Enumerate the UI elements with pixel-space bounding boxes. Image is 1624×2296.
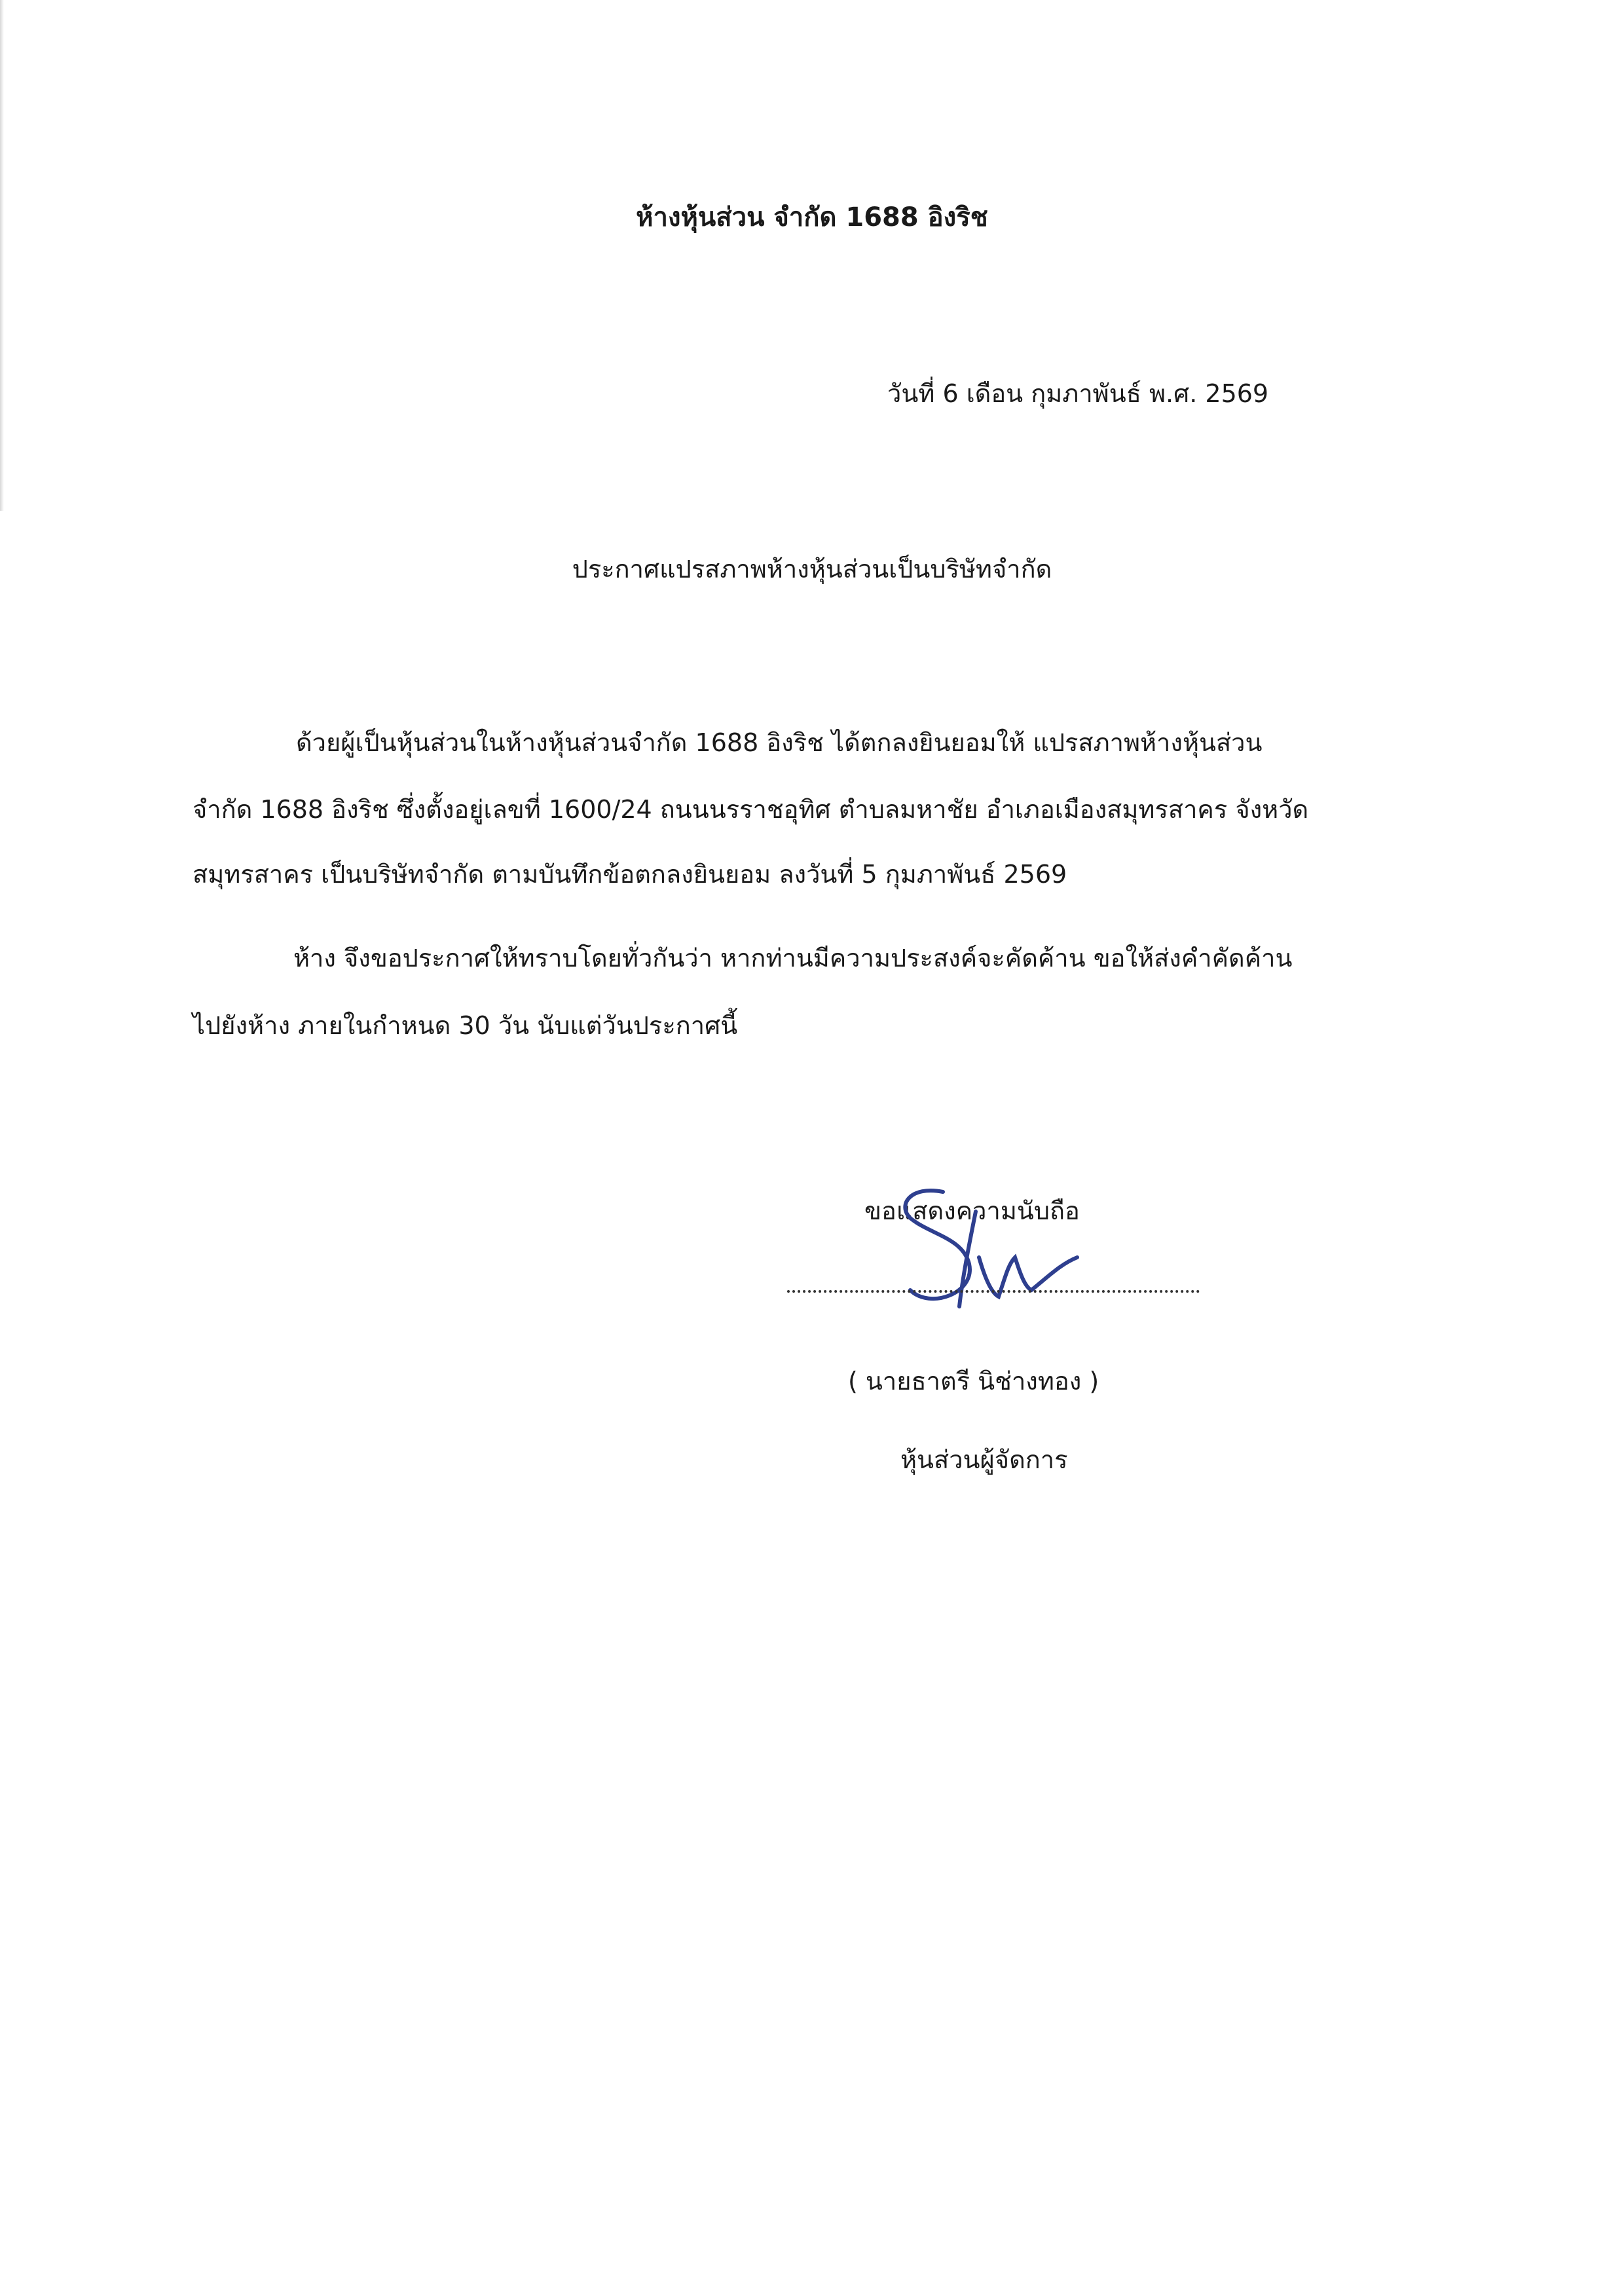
- handwritten-signature: [871, 1166, 1087, 1323]
- scan-edge: [0, 0, 4, 511]
- signer-name: ( นายธาตรี นิช่างทอง ): [848, 1367, 1099, 1396]
- paragraph-2-line-1: ห้าง จึงขอประกาศให้ทราบโดยทั่วกันว่า หากท่านมีความประสงค์จะคัดค้าน ขอให้ส่งคำคัดค้าน: [293, 944, 1293, 972]
- paragraph-1-line-2: จำกัด 1688 อิงริช ซึ่งตั้งอยู่เลขที่ 1600/24 ถนนนรราชอุทิศ ตำบลมหาชัย อำเภอเมืองสมุทรสาคร จังหวัด: [193, 795, 1309, 824]
- signature-dotted-line: [787, 1290, 1200, 1293]
- paragraph-1-line-3: สมุทรสาคร เป็นบริษัทจำกัด ตามบันทึกข้อตกลงยินยอม ลงวันที่ 5 กุมภาพันธ์ 2569: [193, 860, 1067, 889]
- signer-position: หุ้นส่วนผู้จัดการ: [900, 1445, 1068, 1474]
- date-line: วันที่ 6 เดือน กุมภาพันธ์ พ.ศ. 2569: [887, 379, 1269, 408]
- paragraph-2-line-2: ไปยังห้าง ภายในกำหนด 30 วัน นับแต่วันประกาศนี้: [193, 1011, 738, 1040]
- paragraph-1-line-1: ด้วยผู้เป็นหุ้นส่วนในห้างหุ้นส่วนจำกัด 1688 อิงริช ได้ตกลงยินยอมให้ แปรสภาพห้างหุ้นส่วน: [296, 728, 1263, 757]
- closing-salutation: ขอแสดงความนับถือ: [864, 1196, 1080, 1225]
- signature-block: [773, 1153, 1218, 1519]
- announcement-subject: ประกาศแปรสภาพห้างหุ้นส่วนเป็นบริษัทจำกัด: [572, 555, 1052, 583]
- company-title: ห้างหุ้นส่วน จำกัด 1688 อิงริช: [636, 202, 988, 232]
